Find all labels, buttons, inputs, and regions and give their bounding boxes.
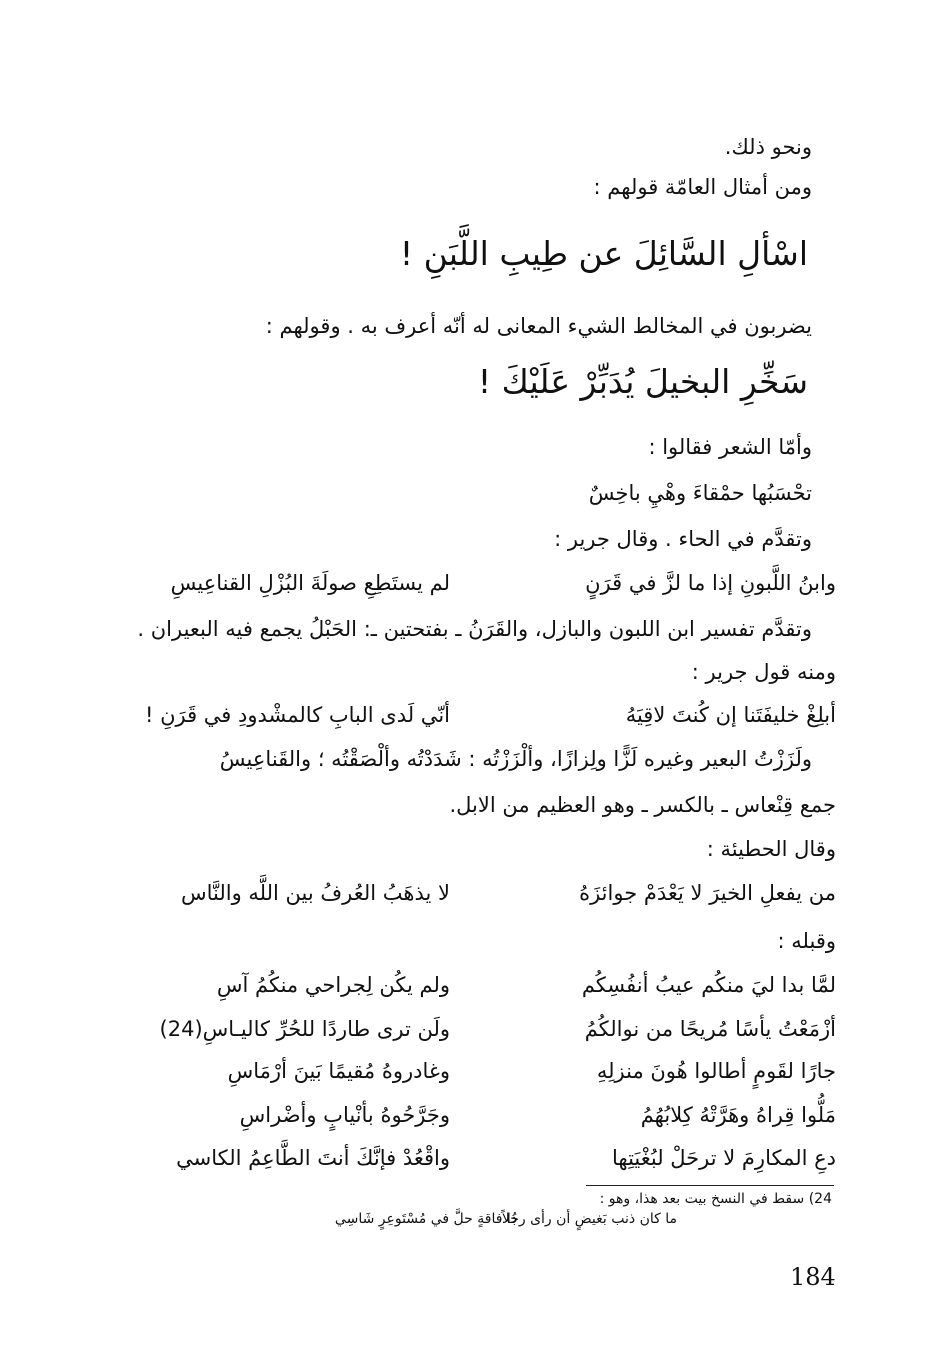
verse-ajz: ولم يكُن لِجراحي منكُمُ آسِ [216,973,450,997]
verse-sadr: من يفعلِ الخيرَ لا يَعْدَمْ جوائزَهُ [579,881,836,905]
text-line: وتقدَّم في الحاء . وقال جرير : [554,527,812,551]
text-line: وقبله : [777,929,836,953]
text-line: وقال الحطيئة : [706,837,836,861]
text-line: وتقدَّم تفسير ابن اللبون والبازل، والقَرَنُ ـ بفتحتين ـ: الحَبْلُ يجمع فيه البعيران . [137,617,812,641]
verse-ajz: لا يذهَبُ العُرفُ بين اللَّه والنَّاس [181,881,450,905]
verse-ajz: وجَرَّحُوهُ بأنْيابٍ وأضْراسِ [239,1103,450,1127]
text-line: ومن أمثال العامّة قولهم : [593,175,812,199]
footnote-verse-sadr: ما كان ذنب بَغيضٍ أن رأى رجُلاً [501,1211,677,1227]
verse-ajz: وغادروهُ مُقيمًا بَينَ أرْمَاسِ [227,1059,450,1083]
proverb-heading: سَخِّرِ البخيلَ يُدَبِّرْ عَلَيْكَ ! [477,362,808,401]
verse-ajz: واقْعُدْ فإنَّكَ أنتَ الطَّاعِمُ الكاسي [176,1146,450,1170]
verse-ajz: أنّي لَدى البابِ كالمشْدودِ في قَرَنِ ! [144,703,450,727]
verse-sadr: أزْمَعْتُ يأسًا مُريحًا من نوالكُمُ [584,1017,836,1041]
text-line: ومنه قول جرير : [691,660,836,684]
verse-ajz: لم يستَطِعِ صولَةَ البُزْلِ القناعِيسِ [170,571,450,595]
text-line: وأمّا الشعر فقالوا : [648,435,812,459]
footnote-divider [586,1185,834,1186]
verse-ajz: ولَن ترى طاردًا للحُرِّ كاليـاسِ(24) [159,1017,450,1041]
verse-line: تحْسَبُها حمْقاءَ وهْيِ باخِسٌ [588,481,812,505]
footnote-verse-ajz: ذا فاقةٍ حلَّ في مُسْتَوعِرٍ شَاسِي [334,1211,517,1227]
verse-sadr: وابنُ اللَّبونِ إذا ما لزَّ في قَرَنٍ [585,571,836,595]
text-line: يضربون في المخالط الشيء المعانى له أنّه أعرف به . وقولهم : [265,314,812,338]
verse-sadr: لمَّا بدا ليَ منكُم عيبُ أنفُسِكُم [581,973,836,997]
text-line: ونحو ذلك. [724,135,812,159]
proverb-heading: اسْألِ السَّائِلَ عن طِيبِ اللَّبَنِ ! [399,234,808,273]
page-number: 184 [790,1263,836,1291]
verse-sadr: أبلِغْ خليفَتَنا إن كُنتَ لاقِيَهُ [625,703,836,727]
verse-sadr: جارًا لقَومٍ أطالوا هُونَ منزلِهِ [596,1059,836,1083]
verse-sadr: مَلُّوا قِراهُ وهَرَّتْهُ كِلابُهُمُ [640,1103,836,1127]
footnote-text: 24) سقط في النسخ بيت بعد هذا، وهو : [599,1191,832,1207]
text-line: ولَزَزْتُ البعير وغيره لَزًّا ولِزازًا، وألْزَزْتُه : شَدَدْتُه وألْصَقْتُه ؛ والقَناعِيسُ [219,747,812,771]
verse-sadr: دعِ المكارِمَ لا ترحَلْ لبُغْيَتِها [611,1146,836,1170]
text-line: جمع قِنْعاس ـ بالكسر ـ وهو العظيم من الابل. [449,793,836,817]
